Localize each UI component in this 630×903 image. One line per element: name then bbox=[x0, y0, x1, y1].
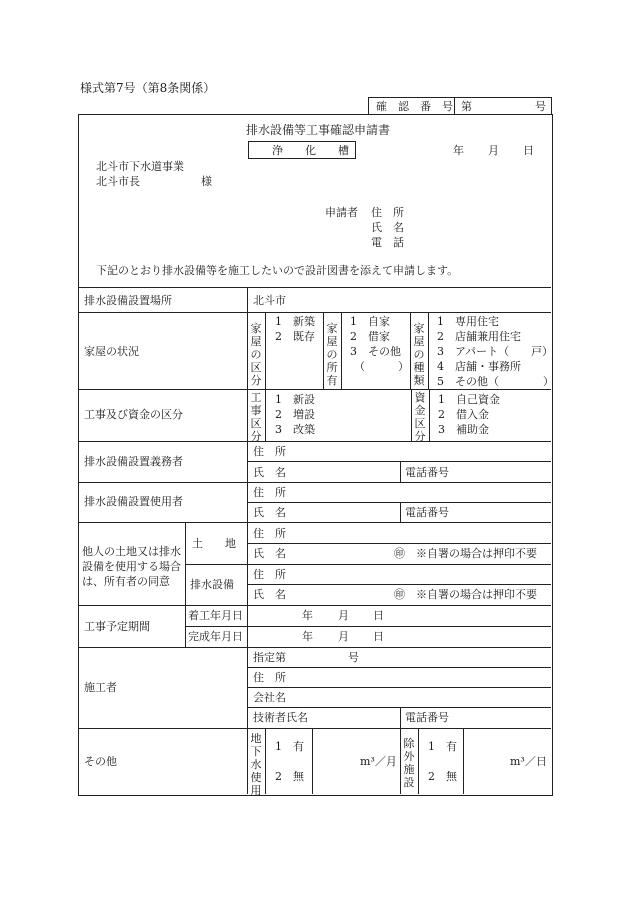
date-day: 日 bbox=[523, 144, 534, 157]
addressee-honorific: 様 bbox=[201, 175, 212, 188]
contractor-company-label: 会社名 bbox=[253, 691, 286, 704]
user-phone-label: 電話番号 bbox=[405, 506, 449, 519]
consent-drain-address: 住 所 bbox=[253, 568, 286, 581]
house-owner-option-2: 2 借家 bbox=[350, 330, 390, 343]
statement: 下記のとおり排水設備等を施工したいので設計図書を添えて申請します。 bbox=[96, 264, 459, 277]
contractor-phone-label: 電話番号 bbox=[405, 711, 449, 724]
period-start-year: 年 bbox=[302, 609, 313, 622]
period-start-label: 着工年月日 bbox=[188, 609, 243, 622]
work-option-3: 3 改築 bbox=[275, 423, 315, 436]
groundwater-unit: m³／月 bbox=[360, 755, 397, 768]
consent-drain-seal: ㊞ bbox=[394, 588, 405, 601]
work-option-1: 1 新設 bbox=[275, 393, 315, 406]
house-type-label: 家屋の区分 bbox=[250, 322, 262, 387]
exempt-no: 2 無 bbox=[428, 770, 457, 783]
house-kind-option-3: 3 アパート（ 戸） bbox=[437, 345, 554, 358]
house-kind-option-4: 4 店舗・事務所 bbox=[437, 360, 521, 373]
work-label: 工事及び資金の区分 bbox=[84, 408, 183, 421]
date-year: 年 bbox=[453, 144, 464, 157]
applicant-phone: 電 話 bbox=[371, 236, 404, 249]
house-owner-option-1: 1 自家 bbox=[350, 315, 390, 328]
form-number: 様式第7号（第8条関係） bbox=[80, 81, 216, 95]
obligor-name-label: 氏 名 bbox=[253, 466, 286, 479]
date-month: 月 bbox=[488, 144, 499, 157]
form-title: 排水設備等工事確認申請書 bbox=[246, 123, 391, 137]
fund-option-3: 3 補助金 bbox=[438, 423, 489, 436]
confirm-number-suffix: 号 bbox=[535, 100, 546, 113]
addressee-line1: 北斗市下水道事業 bbox=[96, 160, 184, 173]
confirm-number-prefix: 第 bbox=[461, 100, 472, 113]
work-option-2: 2 増設 bbox=[275, 408, 315, 421]
consent-land-name: 氏 名 bbox=[253, 547, 286, 560]
confirm-number-label: 確 認 番 号 bbox=[376, 100, 453, 113]
contractor-designation: 指定第 bbox=[253, 651, 286, 664]
contractor-engineer-label: 技術者氏名 bbox=[253, 711, 308, 724]
consent-land-address: 住 所 bbox=[253, 527, 286, 540]
location-value: 北斗市 bbox=[253, 294, 286, 307]
house-label: 家屋の状況 bbox=[84, 345, 139, 358]
location-label: 排水設備設置場所 bbox=[84, 294, 172, 307]
groundwater-label: 地下水使用 bbox=[250, 732, 262, 797]
work-type-label: 工事区分 bbox=[250, 391, 262, 443]
period-label: 工事予定期間 bbox=[84, 620, 150, 633]
house-owner-option-3: 3 その他 bbox=[350, 345, 401, 358]
house-kind-label: 家屋の種類 bbox=[413, 322, 425, 387]
consent-drain-note: ※自署の場合は押印不要 bbox=[416, 588, 537, 601]
addressee-line2: 北斗市長 bbox=[96, 175, 140, 188]
fund-type-label: 資金区分 bbox=[414, 391, 426, 443]
exempt-facility-label: 除外施設 bbox=[403, 737, 415, 789]
consent-drain-label: 排水設備 bbox=[190, 578, 234, 591]
consent-land-label: 土 地 bbox=[192, 537, 236, 550]
exempt-yes: 1 有 bbox=[428, 740, 457, 753]
consent-label: 他人の土地又は排水設備を使用する場合は、所有者の同意 bbox=[82, 545, 181, 588]
groundwater-yes: 1 有 bbox=[275, 740, 304, 753]
contractor-address-label: 住 所 bbox=[253, 671, 286, 684]
house-kind-option-2: 2 店舗兼用住宅 bbox=[437, 330, 521, 343]
obligor-label: 排水設備設置義務者 bbox=[84, 455, 183, 468]
house-owner-option-4: （ ） bbox=[354, 360, 409, 373]
contractor-label: 施工者 bbox=[84, 681, 117, 694]
other-label: その他 bbox=[84, 755, 117, 768]
fund-option-1: 1 自己資金 bbox=[438, 393, 500, 406]
period-end-month: 月 bbox=[338, 630, 349, 643]
user-address-label: 住 所 bbox=[253, 486, 286, 499]
consent-drain-name: 氏 名 bbox=[253, 588, 286, 601]
obligor-address-label: 住 所 bbox=[253, 445, 286, 458]
groundwater-no: 2 無 bbox=[275, 770, 304, 783]
user-label: 排水設備設置使用者 bbox=[84, 495, 183, 508]
user-name-label: 氏 名 bbox=[253, 506, 286, 519]
house-type-option-1: 1 新築 bbox=[275, 315, 315, 328]
period-start-day: 日 bbox=[373, 609, 384, 622]
exempt-unit: m³／日 bbox=[510, 755, 547, 768]
period-start-month: 月 bbox=[338, 609, 349, 622]
consent-land-seal: ㊞ bbox=[394, 547, 405, 560]
period-end-year: 年 bbox=[302, 630, 313, 643]
consent-land-note: ※自署の場合は押印不要 bbox=[416, 547, 537, 560]
applicant-name: 氏 名 bbox=[371, 221, 404, 234]
house-kind-option-1: 1 専用住宅 bbox=[437, 315, 499, 328]
period-end-label: 完成年月日 bbox=[188, 630, 243, 643]
type-box-label: 浄 化 槽 bbox=[272, 144, 349, 157]
house-type-option-2: 2 既存 bbox=[275, 330, 315, 343]
applicant-label: 申請者 bbox=[325, 206, 358, 219]
period-end-day: 日 bbox=[373, 630, 384, 643]
fund-option-2: 2 借入金 bbox=[438, 408, 489, 421]
applicant-address: 住 所 bbox=[371, 206, 404, 219]
house-owner-label: 家屋の所有 bbox=[326, 322, 338, 387]
obligor-phone-label: 電話番号 bbox=[405, 466, 449, 479]
house-kind-option-5: 5 その他（ ） bbox=[437, 375, 554, 388]
contractor-number-suffix: 号 bbox=[348, 651, 359, 664]
